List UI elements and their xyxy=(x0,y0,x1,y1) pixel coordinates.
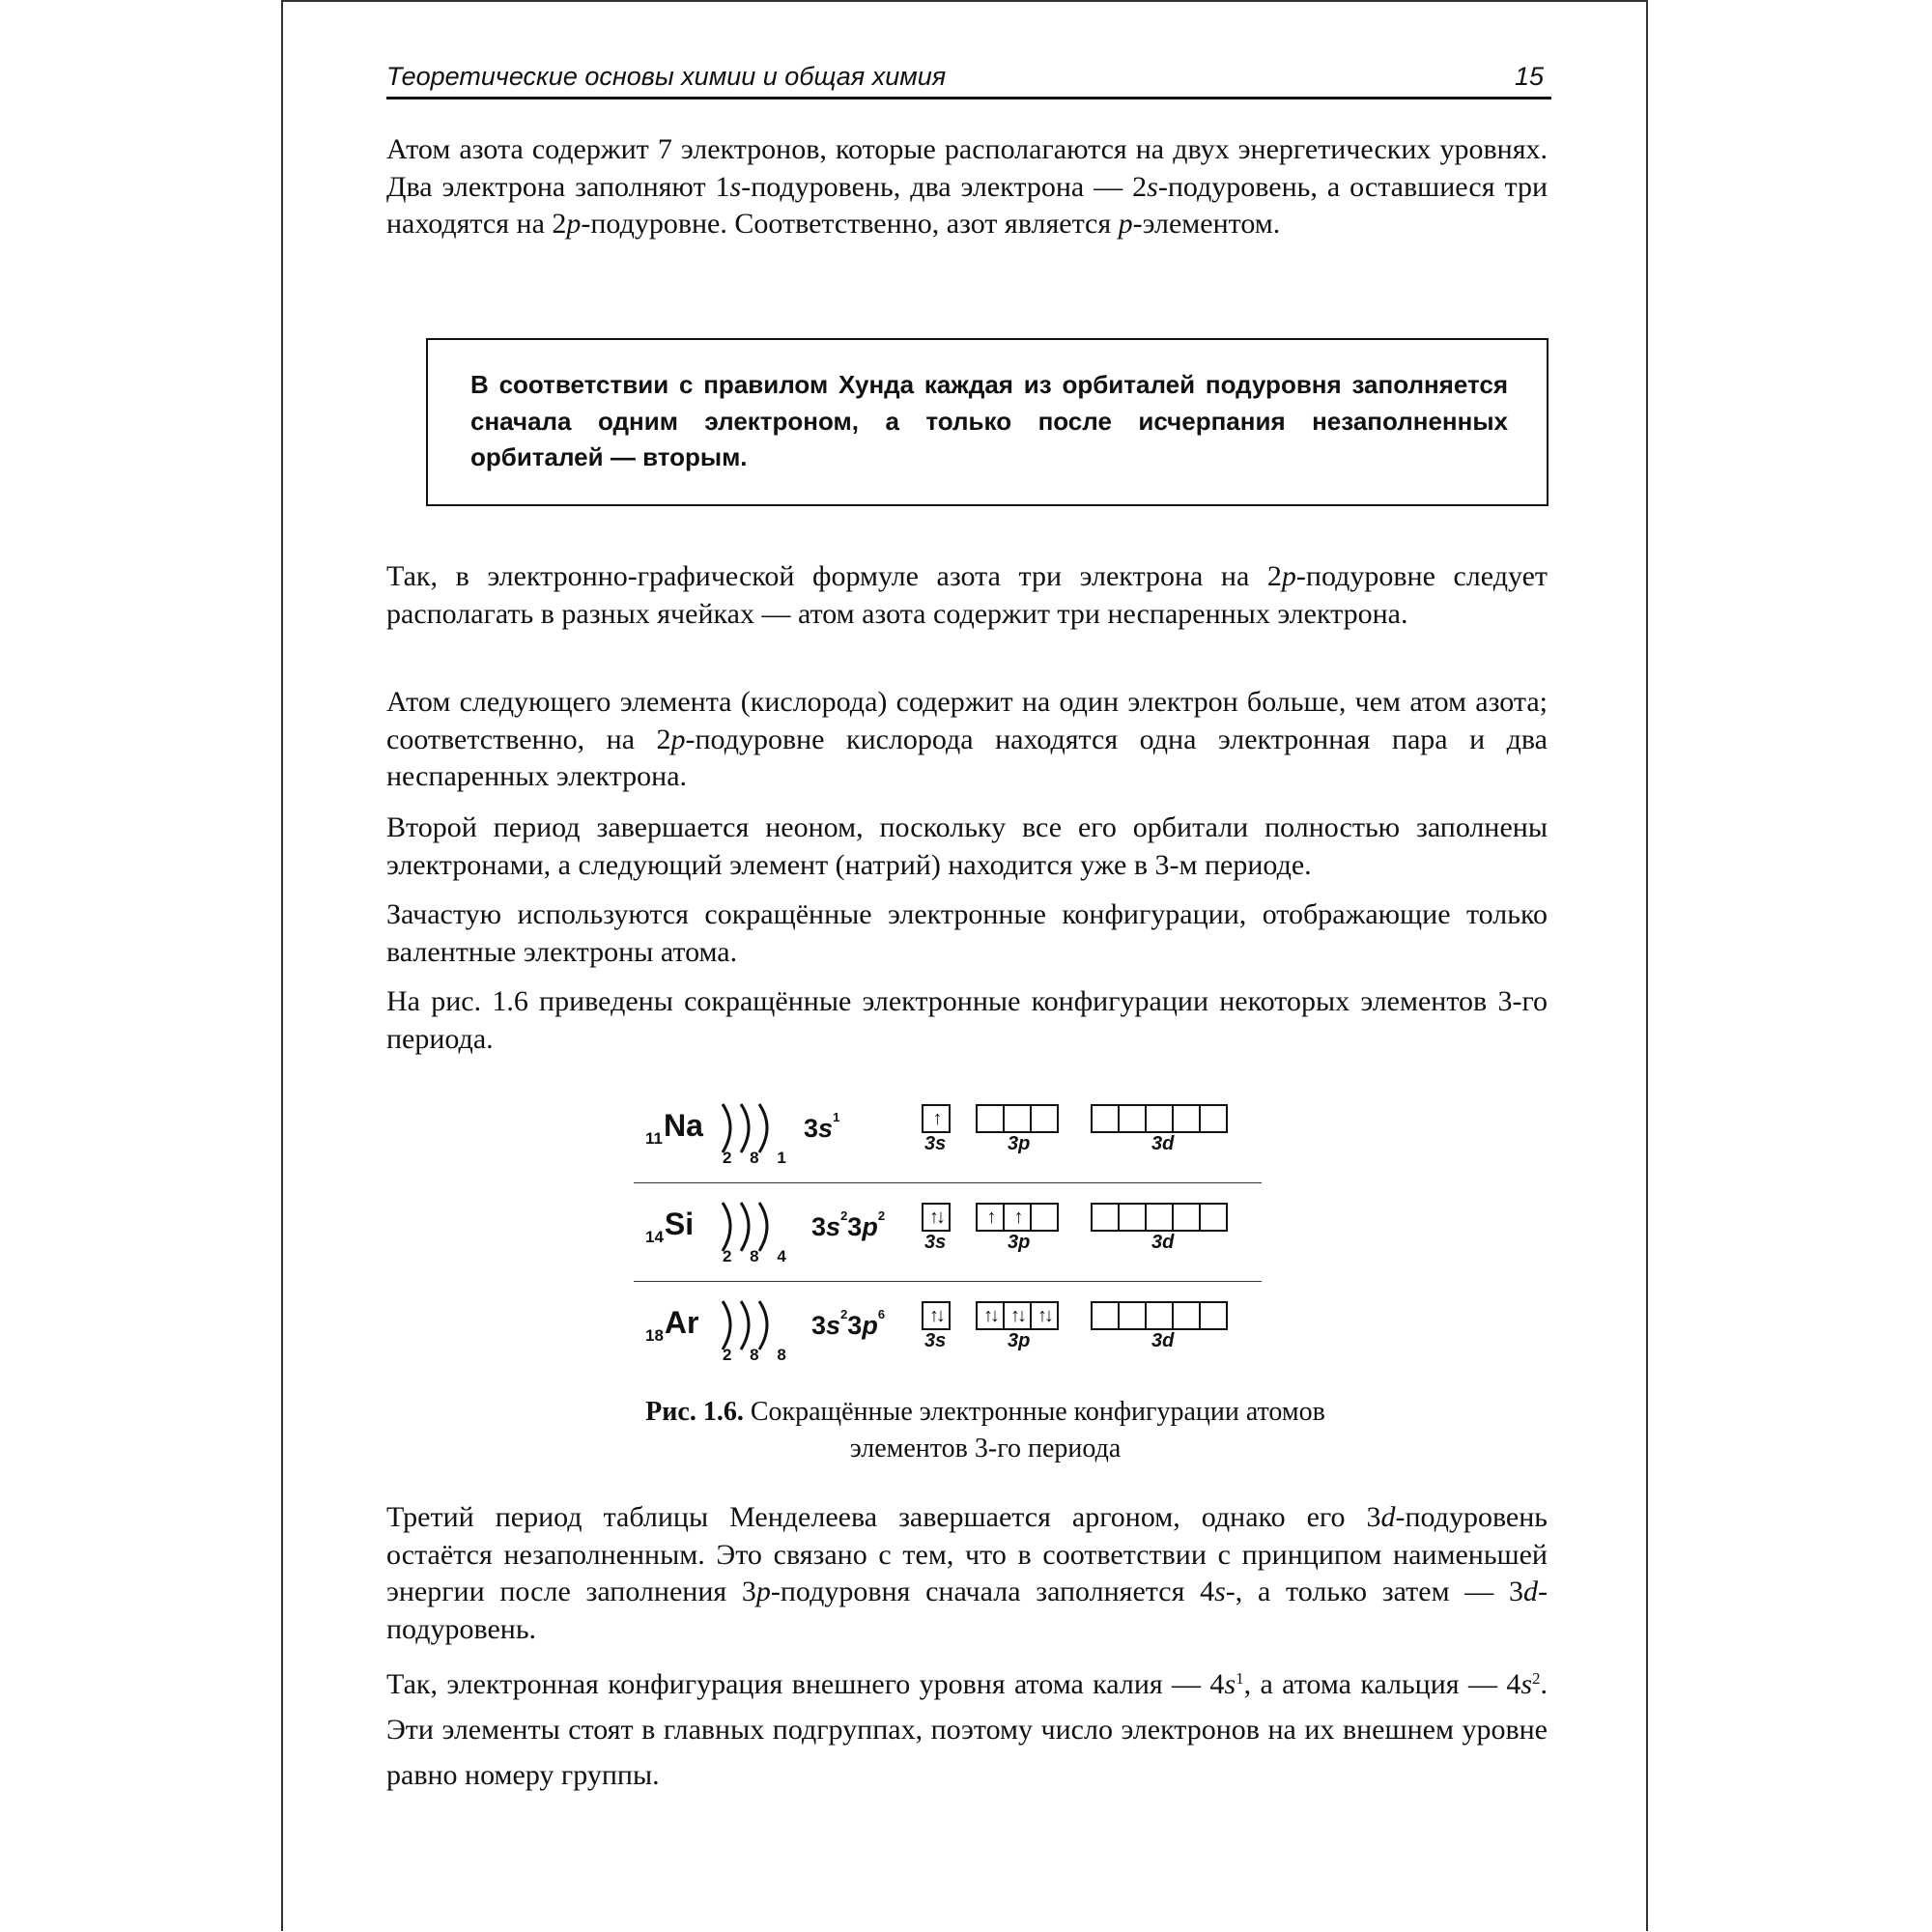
paragraph-oxygen: Атом следующего элемента (кислорода) содержит на один электрон больше, чем атом азота; соответственно, на 2p-подуровне кислорода находятся одна электронная пара и два неспаренных электрона. xyxy=(386,686,1548,792)
orbital-cell xyxy=(976,1104,1005,1133)
figure-caption xyxy=(580,1394,1391,1467)
orbital-cells-3s xyxy=(922,1203,951,1232)
orbital-cell xyxy=(1199,1301,1228,1330)
paragraph-nitrogen-graphic: Так, в электронно-графической формуле азота три электрона на 2p-подуровне следует располагать в разных ячейках — атом азота содержит три неспаренных электрона. xyxy=(386,560,1548,630)
element-symbol xyxy=(645,1108,703,1148)
shell-arc xyxy=(759,1203,767,1251)
shell-arc xyxy=(759,1104,767,1152)
orbital-cell xyxy=(1145,1301,1174,1330)
symbol-text: Ar xyxy=(664,1305,699,1340)
orbital-cell xyxy=(1091,1104,1120,1133)
orbital-label-3p: 3p xyxy=(1008,1232,1031,1253)
orbital-label-3s: 3s xyxy=(924,1232,947,1253)
figure-electron-configs xyxy=(634,1096,1262,1377)
config-row-si xyxy=(634,1193,1262,1290)
orbital-cell: ↑↓ xyxy=(922,1203,951,1232)
orbital-label-3s: 3s xyxy=(924,1330,947,1351)
page-number: 15 xyxy=(1514,62,1544,91)
orbital-cell xyxy=(1172,1104,1201,1133)
orbital-cell: ↑ xyxy=(922,1104,951,1133)
shell-electron-counts: 2 8 4 xyxy=(723,1247,793,1265)
orbital-cells-3p xyxy=(976,1104,1059,1133)
caption-label: Рис. 1.6. xyxy=(645,1397,744,1427)
orbital-cell: ↑↓ xyxy=(922,1301,951,1330)
orbital-cell xyxy=(1145,1104,1174,1133)
paragraph-neon: Второй период завершается неоном, поскольку все его орбитали полностью заполнены электронами, а следующий элемент (натрий) находится уже в 3-м периоде. xyxy=(386,811,1548,881)
config-row-ar xyxy=(634,1292,1262,1388)
shell-arc xyxy=(741,1104,749,1152)
orbital-cells-3s xyxy=(922,1301,951,1330)
caption-line-1: Сокращённые электронные конфигурации атомов xyxy=(743,1397,1325,1427)
orbital-label-3d: 3d xyxy=(1151,1133,1175,1154)
paragraph-potassium-calcium: Так, электронная конфигурация внешнего уровня атома калия — $4s^1$, а атома кальция — $4s^2$. Эти элементы стоят в главных подгруппах, поэтому число электронов на их внешнем уровне равно номеру группы. xyxy=(386,1668,1548,1791)
orbital-cell: ↑↓ xyxy=(1030,1301,1059,1330)
electron-config-formula: $3s^23p^2$ xyxy=(811,1208,886,1241)
orbital-cell xyxy=(1030,1104,1059,1133)
shell-electron-counts: 2 8 1 xyxy=(723,1149,793,1167)
orbital-cell: ↑ xyxy=(1003,1203,1032,1232)
paragraph-argon: Третий период таблицы Менделеева завершается аргоном, однако его 3d-подуровень остаётся незаполненным. Это связано с тем, что в соответствии с принципом наименьшей энергии после заполнения 3p-подуровня сначала заполняется 4s-, а только затем — 3d-подуровень. xyxy=(386,1501,1548,1645)
symbol-text: Na xyxy=(663,1108,703,1143)
paragraph-short-configs: Зачастую используются сокращённые электронные конфигурации, отображающие только валентные электроны атома. xyxy=(386,898,1548,968)
orbital-cell xyxy=(1199,1203,1228,1232)
orbital-cells-3p xyxy=(976,1203,1059,1232)
atomic-number: 11 xyxy=(645,1129,663,1148)
orbital-label-3p: 3p xyxy=(1008,1330,1031,1351)
orbital-cell xyxy=(1118,1203,1147,1232)
element-symbol xyxy=(645,1207,695,1246)
orbital-cells-3d xyxy=(1091,1203,1228,1232)
orbital-cell xyxy=(1145,1203,1174,1232)
running-header xyxy=(386,60,1551,99)
shell-arc xyxy=(759,1301,767,1350)
orbital-cell: ↑↓ xyxy=(1003,1301,1032,1330)
orbital-label-3d: 3d xyxy=(1151,1232,1175,1253)
orbital-cell xyxy=(1091,1301,1120,1330)
electron-config-formula: $3s^23p^6$ xyxy=(811,1307,886,1340)
orbital-cells-3p xyxy=(976,1301,1059,1330)
orbital-cell: ↑ xyxy=(976,1203,1005,1232)
shell-arc xyxy=(723,1203,730,1251)
orbital-cell xyxy=(1003,1104,1032,1133)
orbital-cell xyxy=(1172,1203,1201,1232)
electron-config-formula: $3s^1$ xyxy=(804,1110,840,1143)
orbital-cell xyxy=(1118,1301,1147,1330)
shell-arc xyxy=(723,1104,730,1152)
orbital-cells-3d xyxy=(1091,1104,1228,1133)
orbital-cell xyxy=(1172,1301,1201,1330)
shell-electron-counts: 2 8 8 xyxy=(723,1346,793,1364)
orbital-cell: ↑↓ xyxy=(976,1301,1005,1330)
orbital-cell xyxy=(1118,1104,1147,1133)
paragraph-nitrogen: Атом азота содержит 7 электронов, которые располагаются на двух энергетических уровнях. Два электрона заполняют 1s-подуровень, два электрона — 2s-подуровень, а оставшиеся три находятся на 2p-подуровне. Соответственно, азот является p-элементом. xyxy=(386,133,1548,240)
header-title: Теоретические основы химии и общая химия xyxy=(386,62,947,91)
orbital-label-3d: 3d xyxy=(1151,1330,1175,1351)
orbital-cells-3d xyxy=(1091,1301,1228,1330)
orbital-cells-3s xyxy=(922,1104,951,1133)
shell-arc xyxy=(723,1301,730,1350)
atomic-number: 14 xyxy=(645,1228,664,1246)
orbital-label-3s: 3s xyxy=(924,1133,947,1154)
orbital-cell xyxy=(1091,1203,1120,1232)
orbital-cell xyxy=(1199,1104,1228,1133)
shell-arc xyxy=(741,1301,749,1350)
hund-rule-box: В соответствии с правилом Хунда каждая из орбиталей подуровня заполняется сначала одним электроном, а только после исчерпания незаполненных орбиталей — вторым. xyxy=(426,338,1548,506)
caption-line-2: элементов 3-го периода xyxy=(849,1434,1122,1463)
symbol-text: Si xyxy=(664,1207,695,1241)
atomic-number: 18 xyxy=(645,1326,664,1345)
orbital-cell xyxy=(1030,1203,1059,1232)
config-row-na xyxy=(634,1094,1262,1191)
shell-arc xyxy=(741,1203,749,1251)
orbital-label-3p: 3p xyxy=(1008,1133,1031,1154)
paragraph-figure-ref: На рис. 1.6 приведены сокращённые электронные конфигурации некоторых элементов 3-го периода. xyxy=(386,985,1548,1055)
element-symbol xyxy=(645,1305,699,1345)
